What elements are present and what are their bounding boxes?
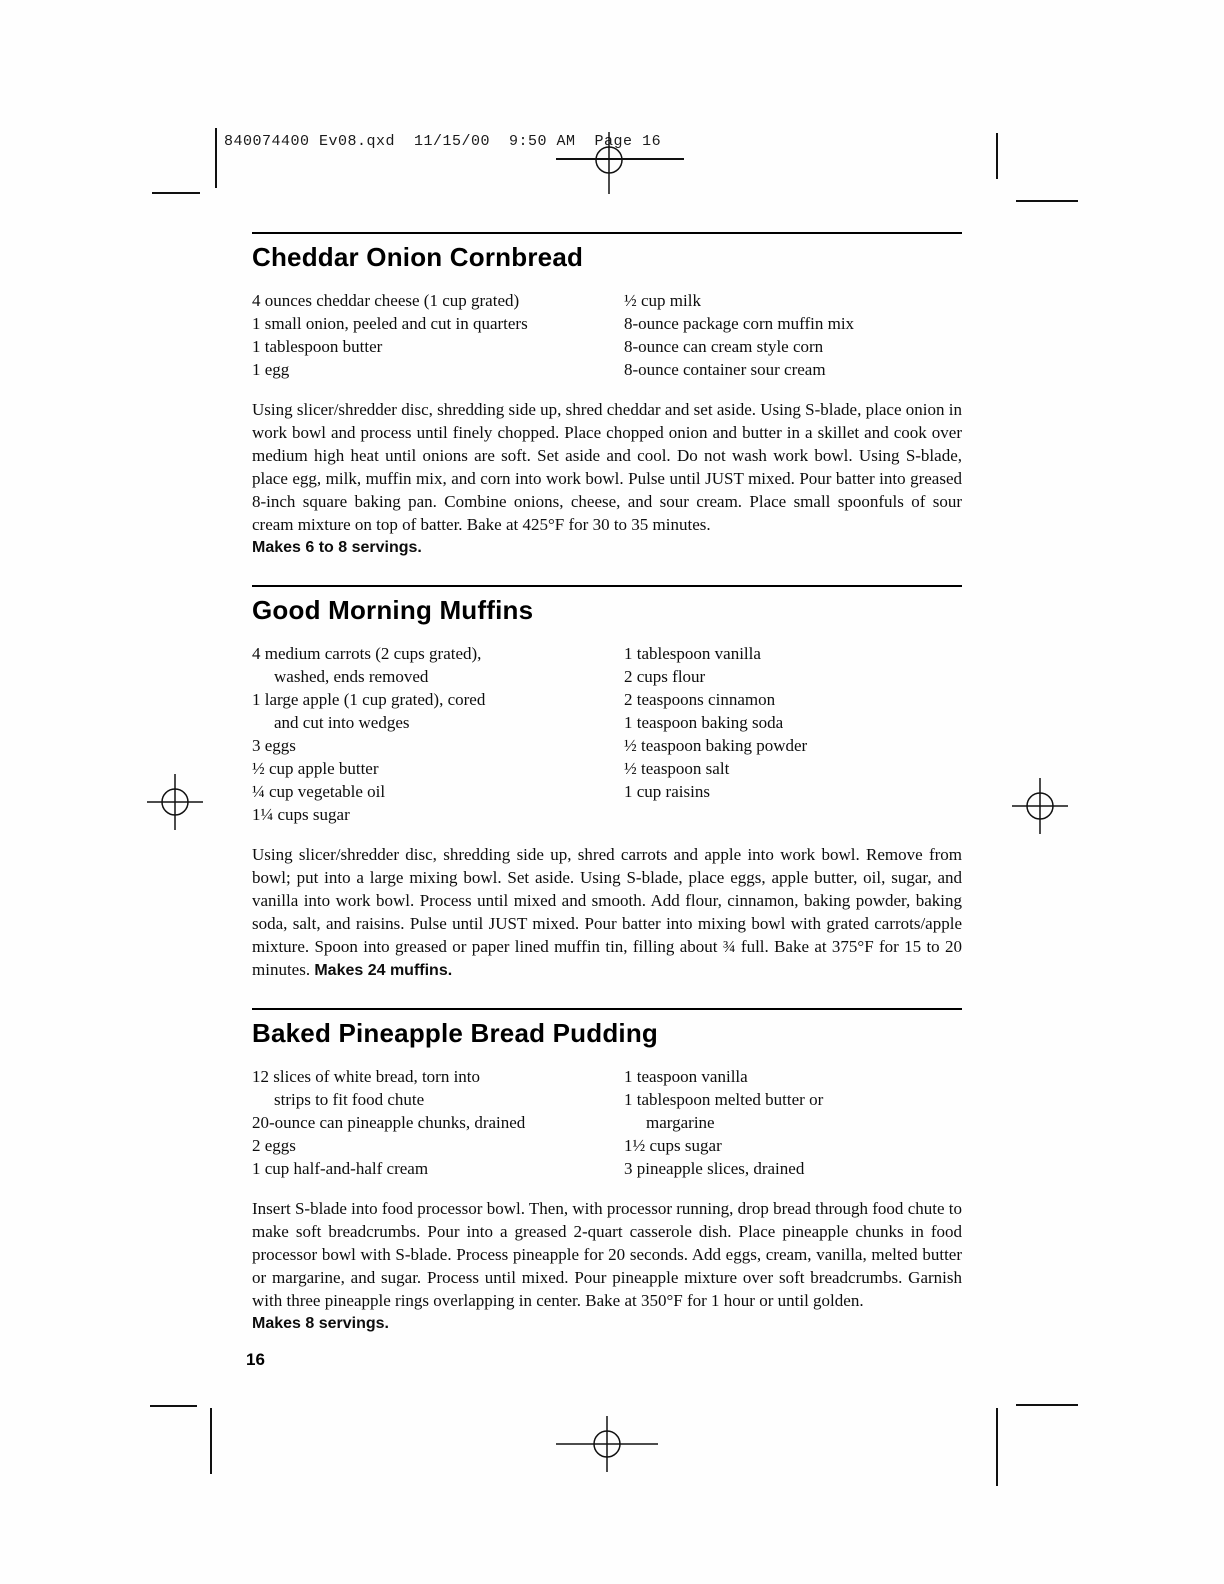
ingredient-line: 8-ounce package corn muffin mix: [624, 314, 855, 333]
section-divider-rule: [252, 585, 962, 587]
ingredient-line: 1 egg: [252, 360, 290, 379]
recipe-title: Good Morning Muffins: [252, 595, 534, 625]
crop-mark-top-left-vertical: [215, 128, 217, 188]
crop-mark-top-right-vertical: [996, 133, 998, 179]
ingredient-line: 3 pineapple slices, drained: [624, 1159, 805, 1178]
ingredient-line: 1 small onion, peeled and cut in quarters: [252, 314, 528, 333]
ingredient-line: 1¼ cups sugar: [252, 805, 350, 824]
ingredient-column-left: [252, 289, 624, 381]
crop-mark-bottom-left-horizontal: [150, 1405, 197, 1407]
instructions-text: Insert S-blade into food processor bowl. Then, with processor running, drop bread through food chute to make soft breadcrumbs. Pour into a greased 2-quart casserole dish. Place pineapple chunks in food processor bowl with S-blade. Process pineapple for 20 seconds. Add eggs, cream, vanilla, melted butter or margarine, and sugar. Process until mixed. Pour pineapple mixture over soft breadcrumbs. Garnish with three pineapple rings overlapping in center. Bake at 350°F for 1 hour or until golden.: [252, 1199, 962, 1310]
ingredient-line: 1 tablespoon butter: [252, 337, 383, 356]
ingredient-line: 1 tablespoon vanilla: [624, 644, 761, 663]
crop-mark-bottom-right-horizontal: [1016, 1404, 1078, 1406]
ingredient-line-continuation: and cut into wedges: [274, 713, 410, 732]
ingredient-column-left: [252, 1065, 624, 1180]
servings-note: Makes 24 muffins.: [314, 962, 453, 979]
section-divider-rule: [252, 1008, 962, 1010]
ingredient-line: 1 teaspoon baking soda: [624, 713, 784, 732]
instructions-text: Using slicer/shredder disc, shredding side up, shred cheddar and set aside. Using S-blade, place onion in work bowl and process until finely chopped. Place chopped onion and butter in a skillet and cook over medium high heat until onions are soft. Set aside and cool. Do not wash work bowl. Using S-blade, place egg, milk, muffin mix, and corn into work bowl. Pulse until JUST mixed. Pour batter into greased 8-inch square baking pan. Combine onions, cheese, and sour cream. Place small spoonfuls of sour cream mixture on top of batter. Bake at 425°F for 30 to 35 minutes.: [252, 400, 962, 534]
ingredient-line: 12 slices of white bread, torn into: [252, 1067, 481, 1086]
ingredient-line: 2 eggs: [252, 1136, 296, 1155]
recipe-section-good-morning-muffins: [252, 585, 962, 982]
recipe-section-cheddar-onion-cornbread: [252, 232, 962, 559]
servings-note: Makes 8 servings.: [252, 1315, 389, 1332]
ingredient-line: 2 teaspoons cinnamon: [624, 690, 776, 709]
ingredient-column-right: [624, 642, 962, 826]
recipe-title: Baked Pineapple Bread Pudding: [252, 1018, 658, 1048]
ingredient-column-right: [624, 1065, 962, 1180]
crop-mark-top-left-horizontal: [152, 192, 200, 194]
recipe-instructions: [252, 1197, 962, 1335]
ingredient-line: 1 large apple (1 cup grated), cored: [252, 690, 486, 709]
recipe-title: Cheddar Onion Cornbread: [252, 242, 584, 272]
ingredient-line: 3 eggs: [252, 736, 296, 755]
ingredient-line: 4 ounces cheddar cheese (1 cup grated): [252, 291, 520, 310]
print-job-header: 840074400 Ev08.qxd 11/15/00 9:50 AM Page 16: [224, 133, 662, 150]
instructions-text: Using slicer/shredder disc, shredding side up, shred carrots and apple into work bowl. Remove from bowl; put into a large mixing bowl. Set aside. Using S-blade, place eggs, apple butter, oil, sugar, and vanilla into work bowl. Process until mixed and smooth. Add flour, cinnamon, baking powder, baking soda, salt, and raisins. Pulse until JUST mixed. Pour batter into mixing bowl with grated carrots/apple mixture. Spoon into greased or paper lined muffin tin, filling about ¾ full. Bake at 375°F for 15 to 20 minutes.: [252, 845, 962, 979]
recipe-section-baked-pineapple-bread-pudding: [252, 1008, 962, 1335]
ingredient-line: 1 tablespoon melted butter or: [624, 1090, 824, 1109]
ingredient-list: [252, 1065, 962, 1180]
ingredient-line: 1 teaspoon vanilla: [624, 1067, 748, 1086]
ingredient-list: [252, 289, 962, 381]
ingredient-line: ½ cup milk: [624, 291, 701, 310]
ingredient-line-continuation: washed, ends removed: [274, 667, 429, 686]
ingredient-column-left: [252, 642, 624, 826]
registration-mark-header: [594, 132, 624, 194]
ingredient-line: 1 cup half-and-half cream: [252, 1159, 429, 1178]
ingredient-line-continuation: strips to fit food chute: [274, 1090, 425, 1109]
section-divider-rule: [252, 232, 962, 234]
ingredient-line: 2 cups flour: [624, 667, 706, 686]
ingredient-line-continuation: margarine: [646, 1113, 715, 1132]
registration-mark-bottom: [556, 1416, 658, 1472]
crop-mark-top-right-horizontal: [1016, 200, 1078, 202]
recipe-instructions: [252, 843, 962, 982]
ingredient-line: ½ cup apple butter: [252, 759, 379, 778]
ingredient-line: 4 medium carrots (2 cups grated),: [252, 644, 482, 663]
ingredient-column-right: [624, 289, 962, 381]
page-number: 16: [246, 1350, 265, 1369]
recipe-page-content: [252, 232, 962, 1352]
registration-mark-right: [1012, 778, 1068, 834]
ingredient-line: 1½ cups sugar: [624, 1136, 722, 1155]
ingredient-line: ½ teaspoon baking powder: [624, 736, 808, 755]
ingredient-line: 8-ounce container sour cream: [624, 360, 826, 379]
ingredient-list: [252, 642, 962, 826]
ingredient-line: 1 cup raisins: [624, 782, 710, 801]
ingredient-line: 20-ounce can pineapple chunks, drained: [252, 1113, 526, 1132]
recipe-instructions: [252, 398, 962, 559]
ingredient-line: 8-ounce can cream style corn: [624, 337, 824, 356]
ingredient-line: ¼ cup vegetable oil: [252, 782, 386, 801]
ingredient-line: ½ teaspoon salt: [624, 759, 730, 778]
crop-mark-bottom-left-vertical: [210, 1408, 212, 1474]
servings-note: Makes 6 to 8 servings.: [252, 539, 422, 556]
registration-mark-left: [147, 774, 203, 830]
crop-mark-bottom-right-vertical: [996, 1408, 998, 1486]
